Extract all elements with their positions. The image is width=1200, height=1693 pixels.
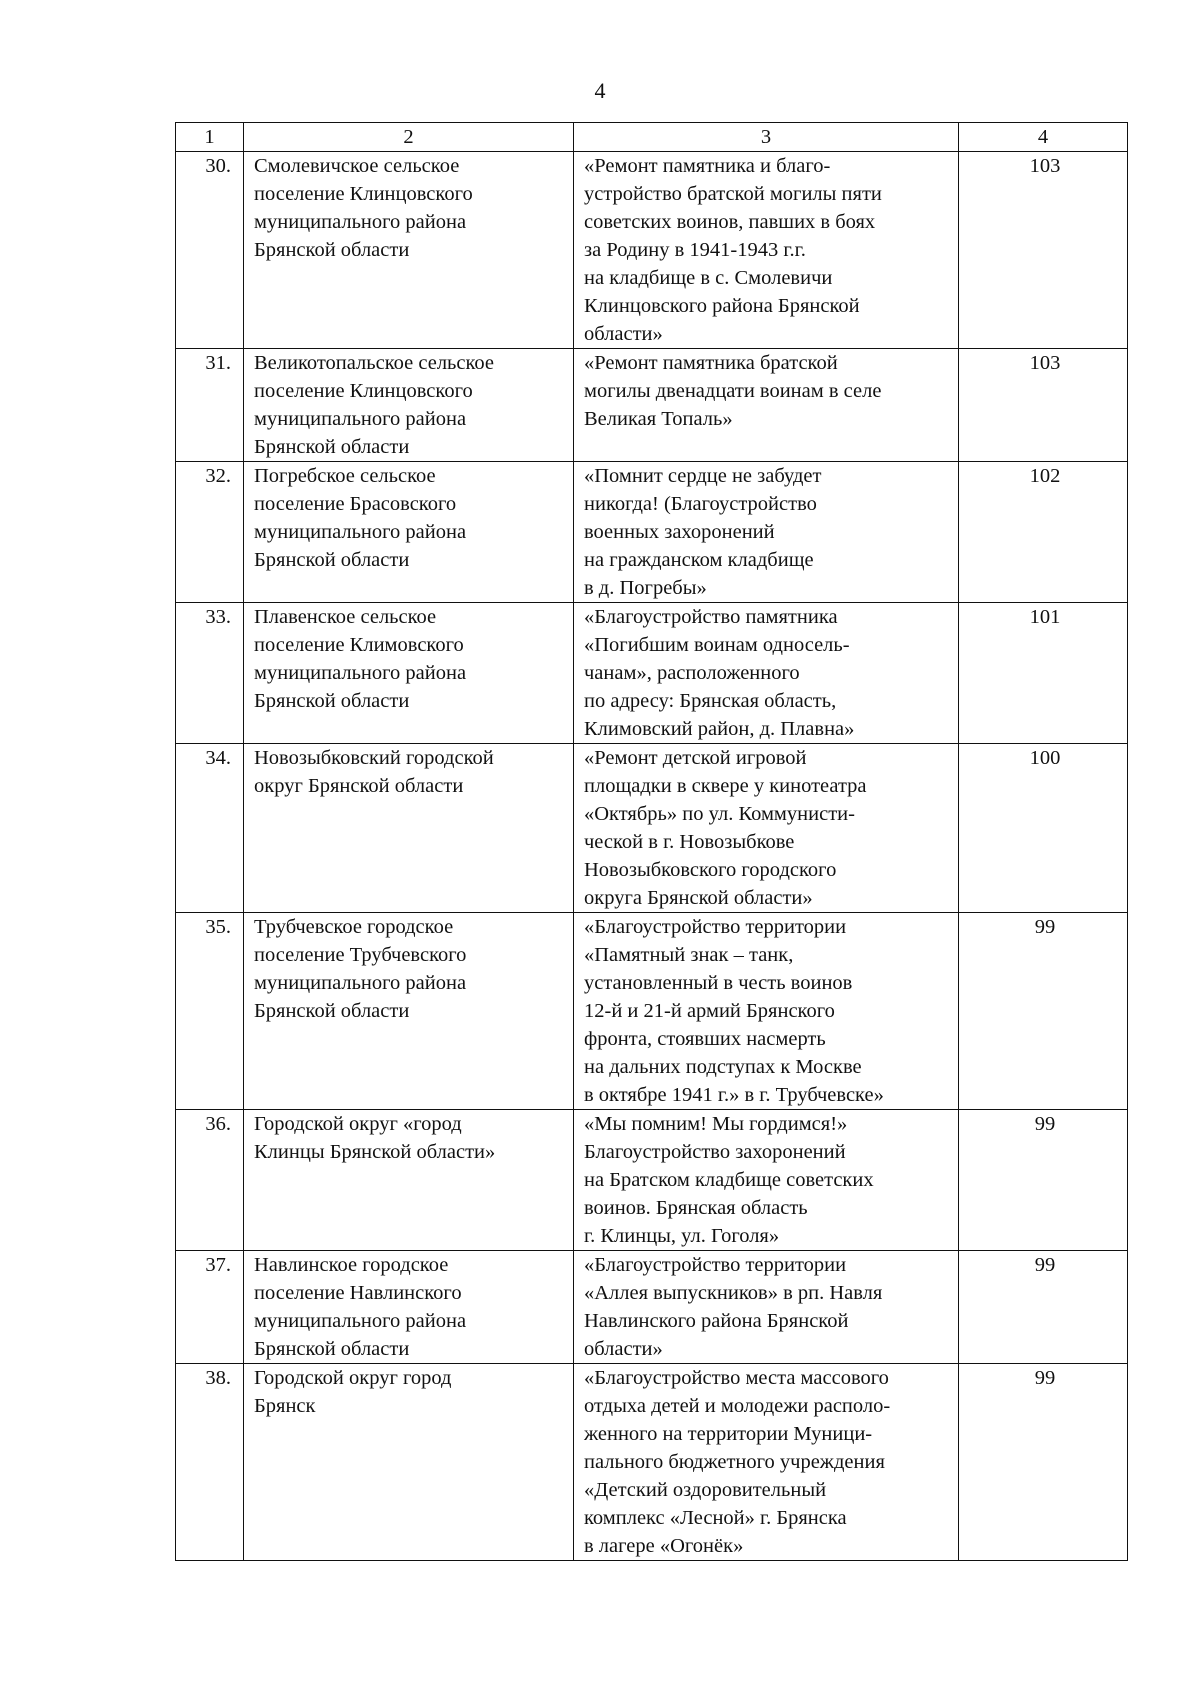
municipality-cell: Городской округ город Брянск <box>244 1364 574 1561</box>
row-number: 32. <box>176 462 244 603</box>
municipality-cell: Новозыбковский городской округ Брянской области <box>244 744 574 913</box>
municipality-cell: Плавенское сельское поселение Климовского муниципального района Брянской области <box>244 603 574 744</box>
table-row <box>176 1251 1128 1364</box>
project-cell: «Ремонт памятника и благо- устройство братской могилы пяти советских воинов, павших в боях за Родину в 1941-1943 г.г. на кладбище в с. Смолевичи Клинцовского района Брянской области» <box>574 152 959 349</box>
table-row <box>176 349 1128 462</box>
table-row <box>176 462 1128 603</box>
header-col-4: 4 <box>959 123 1128 152</box>
score-cell: 99 <box>959 1364 1128 1561</box>
row-number: 34. <box>176 744 244 913</box>
table-row <box>176 1110 1128 1251</box>
table-header-row <box>176 123 1128 152</box>
project-cell: «Мы помним! Мы гордимся!» Благоустройство захоронений на Братском кладбище советских воинов. Брянская область г. Клинцы, ул. Гоголя» <box>574 1110 959 1251</box>
project-cell: «Благоустройство территории «Аллея выпускников» в рп. Навля Навлинского района Брянской области» <box>574 1251 959 1364</box>
score-cell: 103 <box>959 349 1128 462</box>
score-cell: 103 <box>959 152 1128 349</box>
score-cell: 101 <box>959 603 1128 744</box>
score-cell: 99 <box>959 1110 1128 1251</box>
project-cell: «Ремонт детской игровой площадки в сквере у кинотеатра «Октябрь» по ул. Коммунисти- ческой в г. Новозыбкове Новозыбковского городского округа Брянской области» <box>574 744 959 913</box>
score-cell: 100 <box>959 744 1128 913</box>
municipality-cell: Городской округ «город Клинцы Брянской области» <box>244 1110 574 1251</box>
row-number: 37. <box>176 1251 244 1364</box>
project-cell: «Благоустройство территории «Памятный знак – танк, установленный в честь воинов 12-й и 21-й армий Брянского фронта, стоявших насмерть на дальних подступах к Москве в октябре 1941 г.» в г. Трубчевске» <box>574 913 959 1110</box>
page-number: 4 <box>594 78 606 103</box>
row-number: 35. <box>176 913 244 1110</box>
municipality-cell: Трубчевское городское поселение Трубчевского муниципального района Брянской области <box>244 913 574 1110</box>
row-number: 31. <box>176 349 244 462</box>
municipality-cell: Навлинское городское поселение Навлинского муниципального района Брянской области <box>244 1251 574 1364</box>
table-row <box>176 744 1128 913</box>
score-cell: 99 <box>959 913 1128 1110</box>
table-row <box>176 1364 1128 1561</box>
header-col-1: 1 <box>176 123 244 152</box>
table-row <box>176 603 1128 744</box>
table-row <box>176 152 1128 349</box>
municipality-cell: Великотопальское сельское поселение Клинцовского муниципального района Брянской области <box>244 349 574 462</box>
row-number: 30. <box>176 152 244 349</box>
project-cell: «Благоустройство места массового отдыха детей и молодежи располо- женного на территории Муници- пального бюджетного учреждения «Детский оздоровительный комплекс «Лесной» г. Брянска в лагере «Огонёк» <box>574 1364 959 1561</box>
header-col-2: 2 <box>244 123 574 152</box>
row-number: 36. <box>176 1110 244 1251</box>
row-number: 38. <box>176 1364 244 1561</box>
row-number: 33. <box>176 603 244 744</box>
project-cell: «Помнит сердце не забудет никогда! (Благоустройство военных захоронений на гражданском кладбище в д. Погребы» <box>574 462 959 603</box>
municipality-cell: Погребское сельское поселение Брасовского муниципального района Брянской области <box>244 462 574 603</box>
score-cell: 102 <box>959 462 1128 603</box>
municipality-cell: Смолевичское сельское поселение Клинцовского муниципального района Брянской области <box>244 152 574 349</box>
score-cell: 99 <box>959 1251 1128 1364</box>
header-col-3: 3 <box>574 123 959 152</box>
project-cell: «Благоустройство памятника «Погибшим воинам односель- чанам», расположенного по адресу: Брянская область, Климовский район, д. Плавна» <box>574 603 959 744</box>
projects-table <box>175 122 1128 1561</box>
table-row <box>176 913 1128 1110</box>
project-cell: «Ремонт памятника братской могилы двенадцати воинам в селе Великая Топаль» <box>574 349 959 462</box>
